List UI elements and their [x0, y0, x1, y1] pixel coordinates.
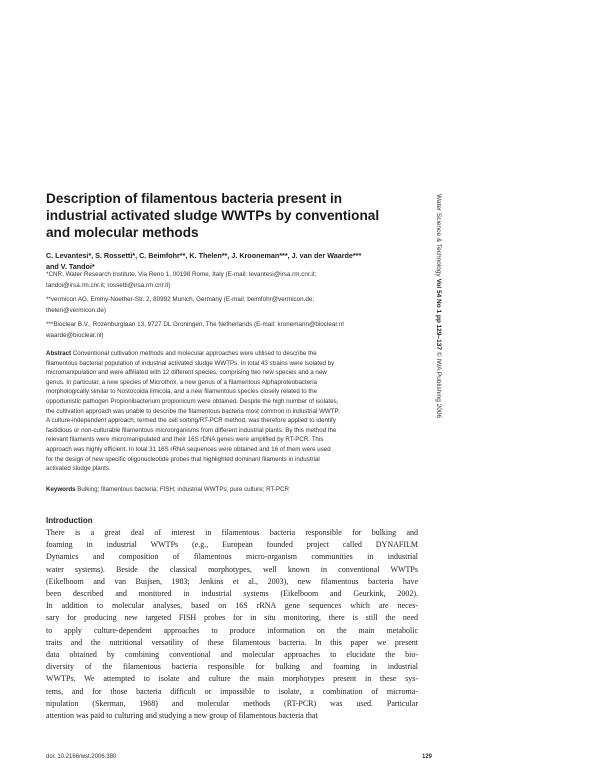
affiliation-line: ***Bioclear B.V., Rozenburglaan 13, 9727 DL Groningen, The Netherlands (E-mail: kronemann@bioclear.nl [46, 321, 344, 328]
intro-line: Dynamics and composition of filamentous micro-organism communities in industrial [46, 552, 418, 562]
journal-sidebar [432, 194, 442, 524]
author-list [46, 250, 416, 272]
intro-line: been described and monitored in industrial systems (Eikelboom and Geurkink, 2002). [46, 589, 418, 599]
abstract-label: Abstract [46, 350, 72, 357]
abstract-line: filamentous bacterial population of industrial activated sludge WWTPs. In total 43 strains were isolated by [46, 359, 335, 367]
keywords [46, 485, 418, 495]
abstract-line: morphologically similar to Nostocoida limicola, and a new filamentous species closely related to the [46, 388, 318, 396]
abstract-line: relevant filaments were micromanipulated and their 16S rDNA genes were amplified by RT-PCR. This [46, 436, 324, 444]
abstract-line: the cultivation approach was unable to describe the filamentous bacteria most common in industrial WWTP. [46, 407, 340, 415]
intro-line: nipulation (Skerman, 1968) and molecular methods (RT-PCR) was used. Particular [46, 698, 418, 708]
abstract-line: approach was highly efficient. In total 31 16S rRNA sequences were obtained and 16 of them were used [46, 445, 331, 453]
intro-line: In addition to molecular analyses, based on 16S rRNA gene sequences which are neces- [46, 601, 418, 611]
paper-title [46, 190, 386, 241]
doi[interactable]: doi: 10.2166/wst.2006.380 [46, 754, 117, 760]
abstract-line: genus. In particular, a new species of Microthrix, a new genus of a filamentous Alphaproteobacteria [46, 378, 318, 386]
abstract-line: for the design of new specific oligonucleotide probes that highlighted dominant filaments in industrial [46, 455, 320, 463]
intro-line: (Eikelboom and van Buijsen, 1983; Jenkins et al., 2003), new filamentous bacteria have [46, 576, 418, 586]
affiliation-line: tandoi@irsa.rm.cnr.it; rossetti@irsa.rm.cnr.it) [46, 281, 171, 289]
intro-line: diversity of the filamentous bacteria responsible for bulking and foaming in industrial [46, 662, 418, 672]
abstract-line: activated sludge plants. [46, 465, 111, 473]
title-line: Description of filamentous bacteria present in [46, 191, 343, 206]
affiliation-line: thelen@vermicon.de) [46, 306, 106, 314]
affiliation-line: *CNR, Water Research Institute, Via Reno 1, 00198 Rome, Italy (E-mail: levantesi@irsa.rm.cnr.it; [46, 271, 317, 278]
section-heading-introduction: Introduction [46, 516, 93, 525]
intro-line: water systems). Beside the classical morphotypes, well known in conventional WWTPs [46, 564, 418, 574]
intro-line: data obtained by combining conventional and molecular approaches to elucidate the bio- [46, 650, 418, 660]
affiliation-cnr [46, 270, 416, 291]
page-number: 129 [422, 754, 433, 760]
intro-line: There is a great deal of interest in filamentous bacteria responsible for bulking and [46, 528, 418, 537]
affiliation-bioclear [46, 320, 416, 341]
journal-volume: Vol 54 No 1 pp 129–137 [435, 278, 442, 350]
author-line: C. Levantesi*, S. Rossetti*, C. Beimfohr**, K. Thelen**, J. Krooneman***, J. van der Waarde*** [46, 251, 362, 260]
affiliation-line: waarde@bioclear.nl) [46, 331, 104, 339]
intro-line: to apply culture-dependent approaches to produce information on the main metabolic [46, 625, 418, 635]
keywords-text: Bulking; filamentous bacteria; FISH; industrial WWTPs; pure culture; RT-PCR [75, 486, 290, 493]
intro-line: traits and the nutritional versatility of these filamentous bacteria. In this paper we present [46, 637, 418, 647]
abstract-first-line: Conventional cultivation methods and molecular approaches were utilised to describe the [71, 350, 317, 357]
title-line: industrial activated sludge WWTPs by conventional [46, 208, 380, 223]
introduction-body [46, 527, 418, 722]
title-line: and molecular methods [46, 225, 199, 240]
intro-line: WWTPs. We attempted to isolate and culture the main morphotypes present in these sys- [46, 674, 418, 684]
intro-line: foaming in industrial WWTPs (e.g., European founded project called DYNAFILM [46, 540, 418, 550]
abstract-line: A culture-independent approach, termed the cell sorting/RT-PCR method, was therefore applied to identify [46, 417, 336, 425]
intro-line: tems, and for those bacteria difficult or impossible to isolate, a combination of microma- [46, 686, 418, 696]
publisher-copyright: © IWA Publishing 2006 [435, 351, 442, 419]
abstract [46, 349, 418, 474]
abstract-line: fastidious or non-culturable filamentous microorganisms from different industrial plants. By this method the [46, 426, 337, 434]
author-line: and V. Tandoi* [46, 262, 95, 271]
abstract-line: opportunistic pathogen Propionibacterium propionicum were obtained. Despite the high number of isolates, [46, 397, 339, 405]
affiliation-vermicon [46, 295, 416, 316]
abstract-line: micromanipulation and were affiliated with 12 different species, comprising two new species and a new [46, 369, 327, 377]
intro-line: sary for producing new targeted FISH probes for in situ monitoring, there is still the need [46, 613, 418, 623]
keywords-label: Keywords [46, 486, 76, 493]
affiliation-line: **vermicon AG, Emmy-Noether-Str. 2, 80992 Munich, Germany (E-mail: beimfohr@vermicon.de; [46, 296, 315, 303]
intro-line: attention was paid to culturing and studying a new group of filamentous bacteria that [46, 711, 318, 721]
journal-name: Water Science & Technology [435, 194, 442, 277]
